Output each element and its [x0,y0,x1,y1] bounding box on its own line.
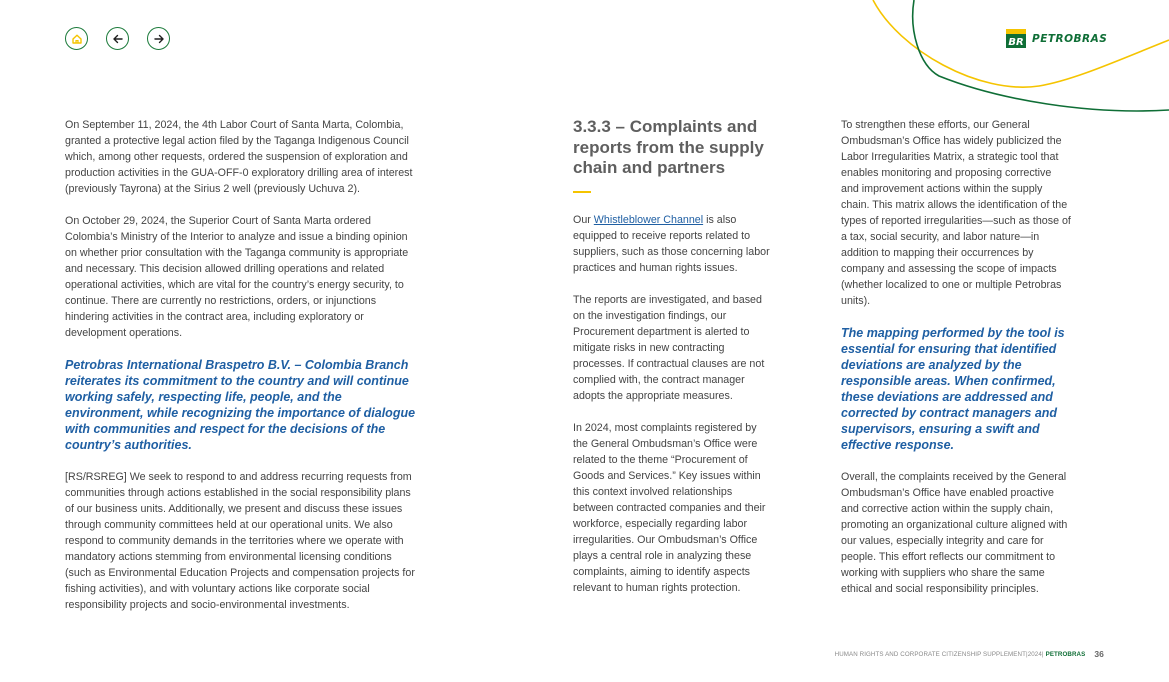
arrow-right-icon [152,32,166,46]
navigation-bar [65,27,170,50]
page-number: 36 [1094,649,1104,659]
br-logo-mark [1006,29,1026,48]
decorative-curves [869,0,1169,120]
back-button[interactable] [106,27,129,50]
paragraph-complaints-2024: In 2024, most complaints registered by the General Ombudsman’s Office were related to the theme “Procurement of Goods and Services.” Key issues within this context involved relationships between contracted companies and their workforce, especially regarding labor irregularities. Our Ombudsman’s Office plays a central role in analyzing these complaints, aiming to identify aspects relevant to human rights protection. [573,421,766,594]
highlight-quote-mapping: The mapping performed by the tool is essential for ensuring that identified deviations are analyzed by the responsible areas. When confirmed, these deviations are addressed and corrected by contract managers and supervisors, ensuring a swift and effective response. [841,326,1065,452]
paragraph-investigation: The reports are investigated, and based on the investigation findings, our Procurement department is alerted to mitigate risks in new contracting processes. If contractual clauses are not complied with, the contract manager adopts the appropriate measures. [573,293,765,402]
svg-text:BR: BR [1008,37,1024,48]
forward-button[interactable] [147,27,170,50]
paragraph-community-requests: [RS/RSREG] We seek to respond to and address recurring requests from communities through actions established in the social responsibility plans of our business units. Additionally, we present and discuss these issues through community committees held at our operational units. We also respond to community demands in the territories where we operate with mandatory actions stemming from environmental licensing conditions (such as Environmental Education Projects and compensation projects for fishing activities), and with voluntary actions like corporate social responsibility projects and socio-environmental investments. [65,471,415,611]
paragraph-labor-matrix: To strengthen these efforts, our General Ombudsman’s Office has widely publicized the Labor Irregularities Matrix, a strategic tool that enables monitoring and proposing corrective and improvement actions within the supply chain. This matrix allows the identification of the types of reported irregularities—such as those of a tax, social security, and labor nature—in addition to mapping their occurrences by company and assessing the scope of impacts (whether localized to one or multiple Petrobras units). [841,119,1071,307]
home-icon [70,32,84,46]
logo-wordmark: PETROBRAS [1032,32,1108,45]
highlight-quote-commitment: Petrobras International Braspetro B.V. – Colombia Branch reiterates its commitment to the country and will continue working safely, respecting life, people, and the environment, while recognizing the importance of dialogue with communities and respect for the decisions of the country’s authorities. [65,358,416,452]
column-left [65,117,420,629]
footer-brand: PETROBRAS [1045,650,1086,658]
column-middle [573,117,773,612]
arrow-left-icon [111,32,125,46]
page-footer: HUMAN RIGHTS AND CORPORATE CITIZENSHIP SUPPLEMENT | 2024 | PETROBRAS 36 [834,649,1104,659]
section-heading: 3.3.3 – Complaints and reports from the supply chain and partners [573,117,764,177]
footer-year: 2024 [1027,650,1042,658]
footer-document-title: HUMAN RIGHTS AND CORPORATE CITIZENSHIP SUPPLEMENT [834,650,1026,658]
home-button[interactable] [65,27,88,50]
petrobras-logo [1006,29,1107,48]
paragraph-court-ruling: On September 11, 2024, the 4th Labor Court of Santa Marta, Colombia, granted a protective legal action filed by the Taganga Indigenous Council which, among other requests, ordered the suspension of exploration and production activities in the GUA-OFF-0 exploratory drilling area of interest (previously Tayrona) at the Sirius 2 well (previously Uchuva 2). [65,119,413,195]
paragraph-whistleblower: Our Whistleblower Channel is also equipped to receive reports related to suppliers, such as those concerning labor practices and human rights issues. [573,213,770,274]
column-right [841,117,1071,613]
whistleblower-channel-link[interactable]: Whistleblower Channel [593,213,704,226]
heading-accent-bar [573,191,591,193]
paragraph-superior-court: On October 29, 2024, the Superior Court of Santa Marta ordered Colombia’s Ministry of the Interior to analyze and issue a binding opinion on whether prior consultation with the Taganga community is appropriate and necessary. This decision allowed drilling operations and related operational activities, which are vital for the country’s energy security, to continue. There are currently no restrictions, orders, or injunctions hindering activities in the contract area, including exploratory or development operations. [65,215,409,339]
paragraph-overall-complaints: Overall, the complaints received by the General Ombudsman’s Office have enabled proactive and corrective action within the supply chain, promoting an organizational culture aligned with our values, especially integrity and care for people. This effort reflects our commitment to working with suppliers who share the same ethical and social responsibility principles. [841,471,1068,595]
